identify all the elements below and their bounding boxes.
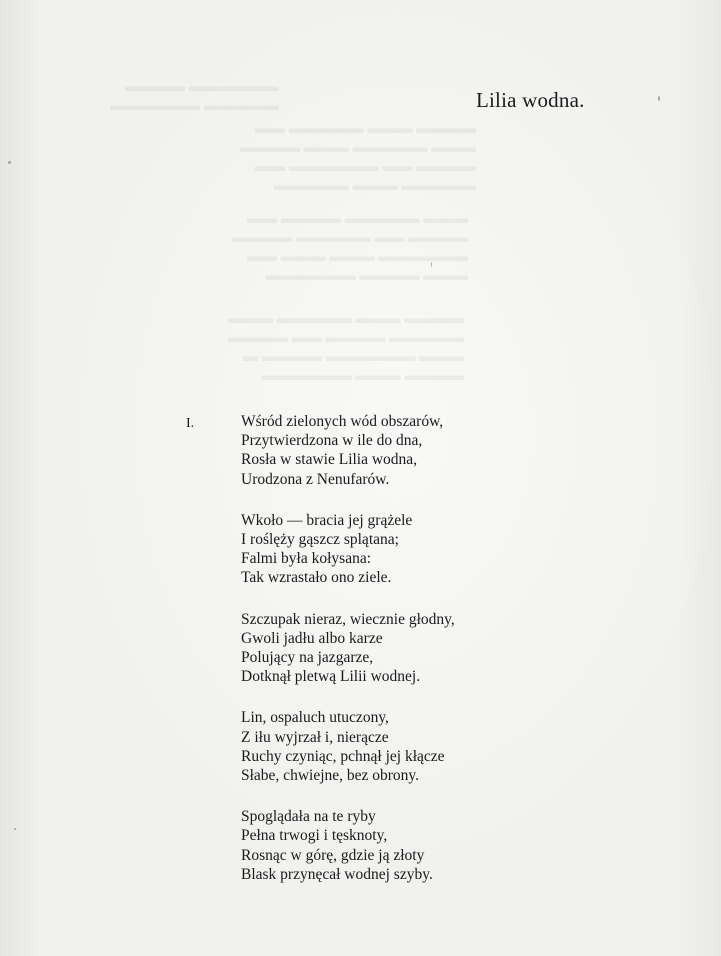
poem-line: Wśród zielonych wód obszarów,	[241, 413, 444, 430]
poem-line: Tak wzrastało ono ziele.	[241, 569, 392, 587]
section-number: I.	[186, 416, 195, 431]
poem-line: Z iłu wyjrzał i, nierącze	[241, 728, 389, 746]
poem-line: Przytwierdzona w ile do dna,	[241, 432, 423, 450]
poem-line: I roślęży gąszcz splątana;	[241, 531, 399, 549]
poem-line: Lin, ospaluch utuczony,	[241, 709, 389, 727]
paper-speck	[431, 262, 432, 267]
stanza	[241, 807, 501, 884]
bleed-through-block-1	[240, 120, 476, 196]
poem-line: Szczupak nieraz, wiecznie głodny,	[241, 610, 455, 628]
page-title: Lilia wodna.	[476, 88, 585, 112]
poem-line: Rosła w stawie Lilia wodna,	[241, 451, 418, 469]
poem-line: Spoglądała na te ryby	[241, 808, 376, 826]
paper-speck	[658, 96, 660, 101]
bleed-through-block-4	[110, 78, 279, 116]
stanza	[241, 511, 501, 588]
stanza	[241, 610, 501, 687]
poem-line: Słabe, chwiejne, bez obrony.	[241, 767, 420, 785]
poem-line: Falmi była kołysana:	[241, 550, 372, 568]
poem-line: Blask przynęcał wodnej szyby.	[241, 865, 433, 883]
poem-line: Ruchy czyniąc, pchnął jej kłącze	[241, 747, 445, 765]
poem-line: Urodzona z Nenufarów.	[241, 470, 390, 488]
poem-line: Gwoli jadłu albo karze	[241, 629, 383, 647]
poem-body	[241, 412, 501, 906]
poem-line: Dotknął pletwą Lilii wodnej.	[241, 668, 421, 686]
poem-line: Polujący na jazgarze,	[241, 649, 374, 667]
stanza	[241, 708, 501, 785]
poem-line: Rosnąc w górę, gdzie ją złoty	[241, 846, 425, 864]
bleed-through-block-2	[232, 210, 468, 286]
poem-line: Wkoło — bracia jej grążele	[241, 511, 413, 529]
stanza	[241, 412, 501, 489]
paper-speck	[14, 828, 16, 830]
paper-speck	[8, 161, 11, 164]
bleed-through-block-3	[228, 310, 464, 386]
poem-line: Pełna trwogi i tęsknoty,	[241, 827, 388, 845]
